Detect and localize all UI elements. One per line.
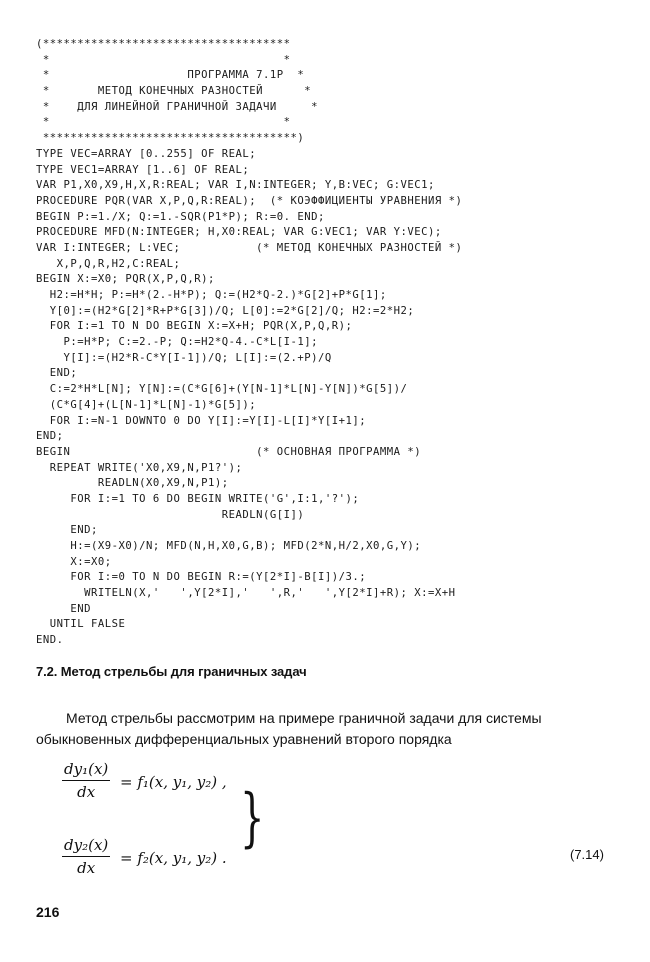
- body-paragraph: [36, 708, 614, 750]
- fraction: [62, 836, 110, 877]
- code-line: VAR P1,X0,X9,H,X,R:REAL; VAR I,N:INTEGER; Y,B:VEC; G:VEC1;: [36, 179, 435, 192]
- equation-rhs: = f₂(x, y₁, y₂) .: [120, 849, 227, 867]
- paragraph-line: Метод стрельбы рассмотрим на примере граничной задачи для системы: [66, 710, 542, 726]
- code-line: FOR I:=1 TO N DO BEGIN X:=X+H; PQR(X,P,Q,R);: [36, 320, 353, 333]
- code-line: END: [36, 602, 92, 615]
- code-line: * ПРОГРАММА 7.1Р *: [36, 69, 305, 82]
- code-line: X,P,Q,R,H2,C:REAL;: [36, 257, 181, 270]
- code-line: X:=X0;: [36, 555, 112, 568]
- code-line: READLN(X0,X9,N,P1);: [36, 477, 229, 490]
- code-line: * МЕТОД КОНЕЧНЫХ РАЗНОСТЕЙ *: [36, 85, 312, 98]
- pascal-program-listing: [36, 37, 636, 649]
- code-line: BEGIN X:=X0; PQR(X,P,Q,R);: [36, 273, 215, 286]
- code-line: TYPE VEC=ARRAY [0..255] OF REAL;: [36, 147, 257, 160]
- numerator: dy₂(x): [62, 836, 110, 857]
- denominator: dx: [77, 783, 96, 801]
- code-line: VAR I:INTEGER; L:VEC; (* МЕТОД КОНЕЧНЫХ РАЗНОСТЕЙ *): [36, 241, 463, 254]
- code-line: (************************************: [36, 38, 291, 50]
- code-line: * *: [36, 53, 291, 66]
- code-line: BEGIN P:=1./X; Q:=1.-SQR(P1*P); R:=0. END;: [36, 210, 325, 223]
- right-brace: }: [240, 781, 265, 855]
- equation-rhs: = f₁(x, y₁, y₂) ,: [120, 773, 227, 791]
- code-line: PROCEDURE MFD(N:INTEGER; H,X0:REAL; VAR G:VEC1; VAR Y:VEC);: [36, 226, 442, 239]
- code-line: H2:=H*H; P:=H*(2.-H*P); Q:=(H2*Q-2.)*G[2]+P*G[1];: [36, 289, 387, 301]
- code-line: P:=H*P; C:=2.-P; Q:=H2*Q-4.-C*L[I-1];: [36, 336, 318, 349]
- code-line: C:=2*H*L[N]; Y[N]:=(C*G[6]+(Y[N-1]*L[N]-Y[N])*G[5])/: [36, 383, 408, 396]
- code-line: * ДЛЯ ЛИНЕЙНОЙ ГРАНИЧНОЙ ЗАДАЧИ *: [36, 100, 318, 113]
- code-line: WRITELN(X,' ',Y[2*I],' ',R,' ',Y[2*I]+R); X:=X+H: [36, 587, 456, 600]
- numerator: dy₁(x): [62, 760, 110, 781]
- code-line: Y[0]:=(H2*G[2]*R+P*G[3])/Q; L[0]:=2*G[2]/Q; H2:=2*H2;: [36, 304, 415, 317]
- page-number: 216: [36, 904, 60, 920]
- code-line: UNTIL FALSE: [36, 618, 126, 631]
- code-line: BEGIN (* ОСНОВНАЯ ПРОГРАММА *): [36, 445, 422, 458]
- fraction: [62, 760, 110, 801]
- code-line: END;: [36, 367, 78, 380]
- code-line: (C*G[4]+(L[N-1]*L[N]-1)*G[5]);: [36, 398, 257, 411]
- code-line: FOR I:=0 TO N DO BEGIN R:=(Y[2*I]-B[I])/3.;: [36, 571, 367, 584]
- section-heading: 7.2. Метод стрельбы для граничных задач: [36, 664, 307, 679]
- code-line: END.: [36, 634, 64, 647]
- code-line: * *: [36, 116, 291, 129]
- code-line: END;: [36, 524, 98, 537]
- code-line: FOR I:=1 TO 6 DO BEGIN WRITE('G',I:1,'?');: [36, 492, 360, 505]
- equation-number: (7.14): [570, 847, 604, 862]
- code-line: FOR I:=N-1 DOWNTO 0 DO Y[I]:=Y[I]-L[I]*Y[I+1];: [36, 414, 367, 427]
- denominator: dx: [77, 859, 96, 877]
- code-line: TYPE VEC1=ARRAY [1..6] OF REAL;: [36, 163, 250, 176]
- paragraph-line: обыкновенных дифференциальных уравнений второго порядка: [36, 731, 452, 747]
- code-line: PROCEDURE PQR(VAR X,P,Q,R:REAL); (* КОЭФФИЦИЕНТЫ УРАВНЕНИЯ *): [36, 194, 463, 207]
- code-line: READLN(G[I]): [36, 508, 305, 521]
- code-line: REPEAT WRITE('X0,X9,N,P1?');: [36, 461, 243, 474]
- code-line: *************************************): [36, 132, 305, 145]
- code-line: Y[I]:=(H2*R-C*Y[I-1])/Q; L[I]:=(2.+P)/Q: [36, 351, 332, 364]
- code-line: H:=(X9-X0)/N; MFD(N,H,X0,G,B); MFD(2*N,H/2,X0,G,Y);: [36, 540, 422, 552]
- code-line: END;: [36, 430, 64, 443]
